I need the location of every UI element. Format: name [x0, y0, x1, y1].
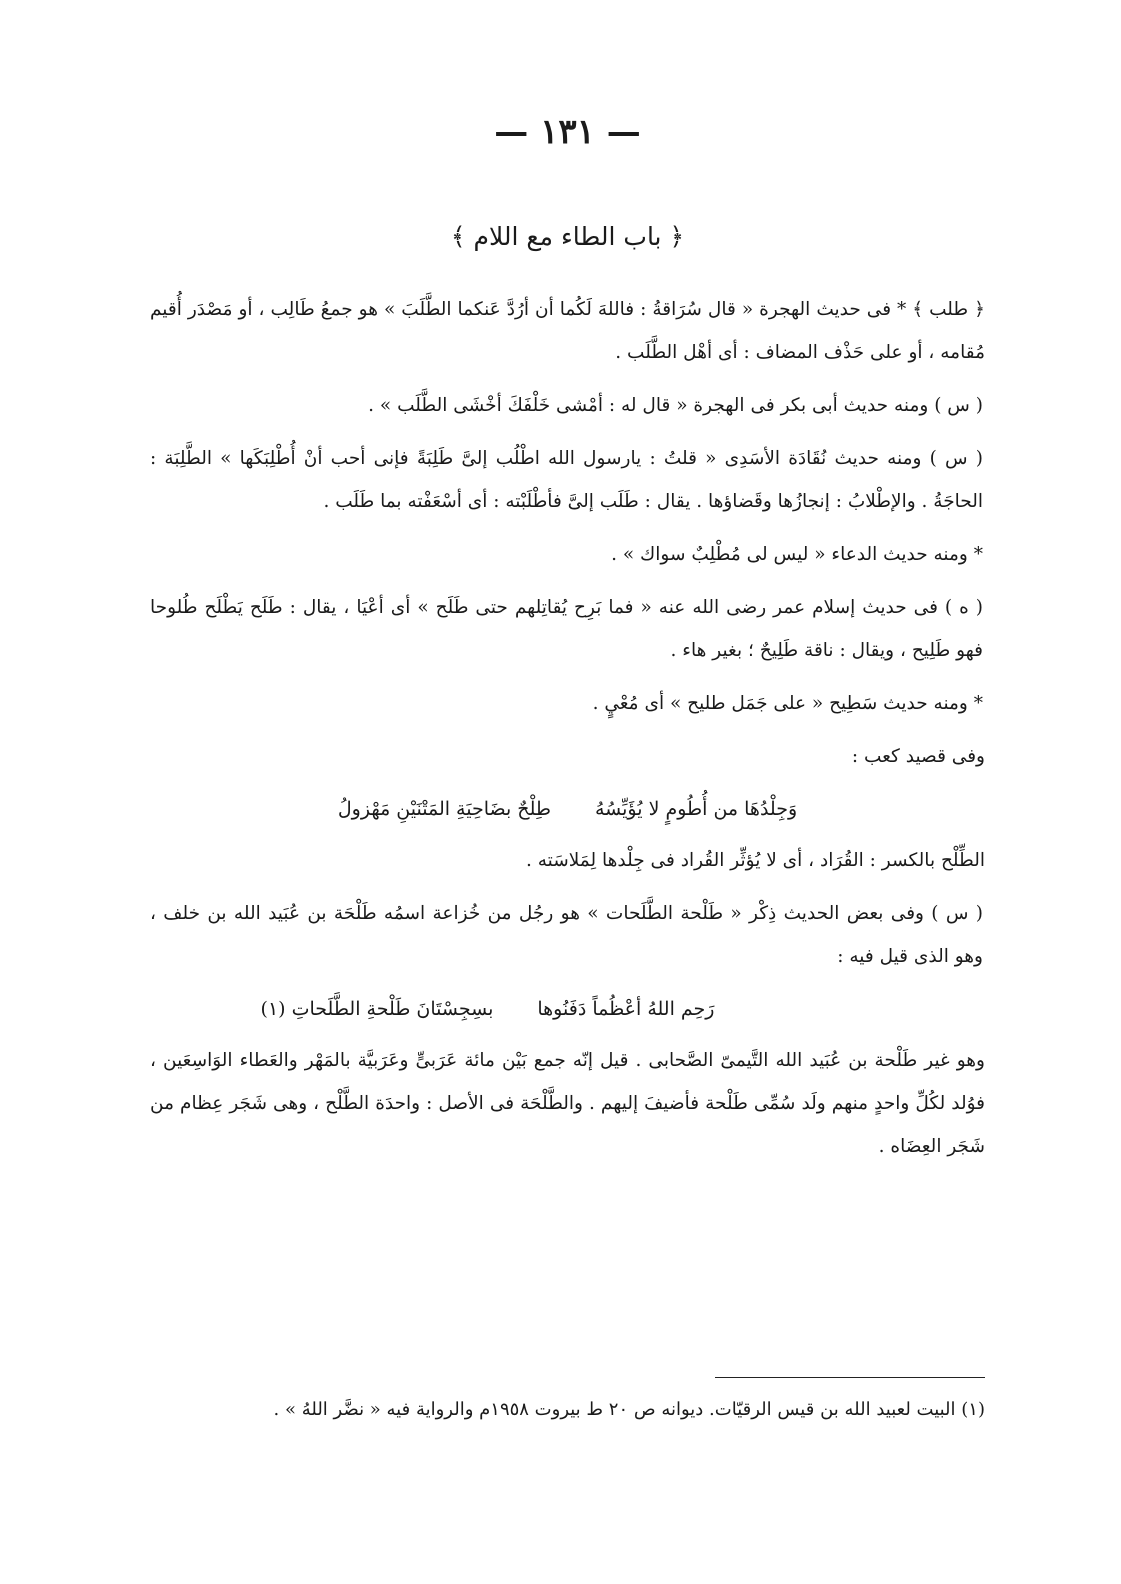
paragraph-satih: * ومنه حديث سَطِيح « على جَمَل طليح » أى مُعْيٍ .: [592, 693, 983, 714]
paragraph-nuqada: ( س ) ومنه حديث نُقَادَة الأسَدِى « قلتُ : يارسول الله اطْلُب إلىَّ طَلِبَةً فإنى أحب أنْ أُطْلِبَكَها » الطَّلِبَة : الحاجَةُ . والإطْلابُ : إنجازُها وقَضاؤها . يقال : طَلَب إلىَّ فأطْلَبْته : أى أسْعَفْته بما طَلَب .: [150, 448, 983, 512]
paragraph-dua: * ومنه حديث الدعاء « ليس لى مُطْلِبٌ سواك » .: [611, 544, 983, 565]
verse-talha: [150, 988, 985, 1031]
verse-kaab: [150, 788, 985, 831]
verse-kaab-first-hemistich: وَجِلْدُهَا من أُطُومٍ لا يُؤَيِّسُهُ: [595, 798, 798, 820]
paragraph-talhat-altalahat: ( س ) وفى بعض الحديث ذِكْر « طَلْحة الطَّلَحات » هو رجُل من خُزاعة اسمُه طَلْحَة بن عُبَيد الله بن خلف ، وهو الذى قيل فيه :: [150, 903, 983, 967]
verse-talha-second-hemistich: بسِجِسْتَانَ طَلْحةِ الطَّلَحاتِ (١): [260, 998, 494, 1020]
paragraph-abu-bakr: ( س ) ومنه حديث أبى بكر فى الهجرة « قال له : أمْشى خَلْفَكَ أخْشَى الطَّلَب » .: [368, 395, 983, 416]
chapter-title: ﴿ باب الطاء مع اللام ﴾: [450, 222, 685, 251]
footnote-divider: [715, 1377, 985, 1378]
page: [150, 0, 985, 1584]
paragraph-islam-umar: ( ه ) فى حديث إسلام عمر رضى الله عنه « فما بَرِح يُقاتِلهم حتى طَلَح » أى أعْيَا ، يقال : طَلَح يَطْلَح طُلوحا فهو طَلِيح ، ويقال : ناقة طَلِيحٌ ؛ بغير هاء .: [150, 597, 983, 661]
paragraph-tilh-definition: الطِّلْح بالكسر : القُرَاد ، أى لا يُؤثِّر القُراد فى جِلْدها لِمَلاسَته .: [526, 850, 985, 871]
verse-kaab-second-hemistich: طِلْحٌ بضَاحِيَةِ المَتْنَيْنِ مَهْزولُ: [337, 798, 551, 820]
footnote: (١) البيت لعبيد الله بن قيس الرقيّات. ديوانه ص ٢٠ ط بيروت ١٩٥٨م والرواية فيه « نضَّر اللهُ » .: [273, 1399, 985, 1420]
paragraph-talab-hijra: ﴿ طلب ﴾ * فى حديث الهجرة « قال سُرَاقةُ : فاللهَ لَكُما أن أرُدَّ عَنكما الطَّلَبَ » هو جمعُ طَالِب ، أو مَصْدَر أُقيم مُقامه ، أو على حَذْف المضاف : أى أهْل الطَّلَب .: [150, 299, 985, 363]
paragraph-kaab-intro: وفى قصيد كعب :: [851, 746, 985, 767]
body-text: [150, 288, 985, 1178]
verse-talha-first-hemistich: رَحِم اللهُ أعْظُماً دَفَنُوها: [537, 998, 715, 1020]
paragraph-talha-explanation: وهو غير طَلْحة بن عُبَيد الله التَّيمىّ الصَّحابى . قيل إنّه جمع بَيْن مائة عَرَبىٍّ وعَرَبيَّة بالمَهْر والعَطاء الوَاسِعَين ، فوُلد لكُلِّ واحدٍ منهم ولَد سُمِّى طَلْحة فأضيفَ إليهم . والطَّلْحَة فى الأصل : واحدَة الطَّلْح ، وهى شَجَر عِظام من شَجَر العِضَاه .: [150, 1050, 985, 1157]
page-number: — ١٣١ —: [494, 112, 641, 152]
